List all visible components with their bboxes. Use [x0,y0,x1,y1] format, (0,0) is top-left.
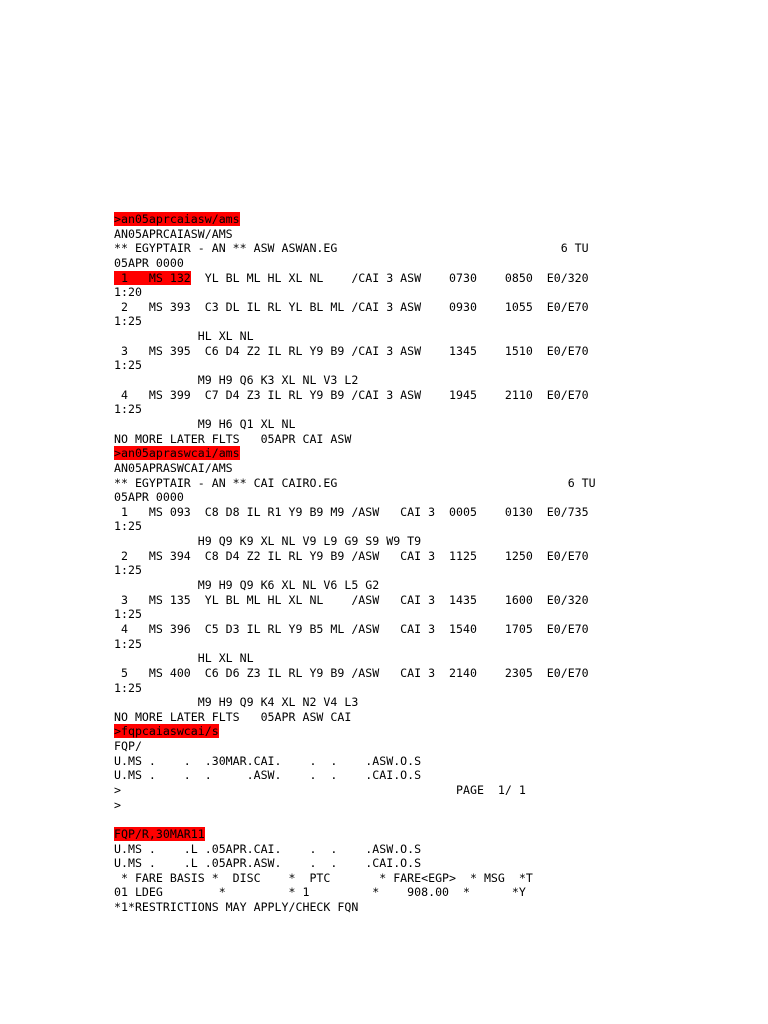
line-text: NO MORE LATER FLTS 05APR ASW CAI [114,709,352,724]
line-text: AN05APRCAIASW/AMS [114,226,233,241]
line-text: 1:20 [114,285,142,300]
line-text: YL BL ML HL XL NL /CAI 3 ASW 0730 0850 E0/320 [190,270,589,285]
line-text: M9 H9 Q9 K6 XL NL V6 L5 G2 [114,578,380,593]
highlighted-command: FQP/R,30MAR11 [114,826,205,841]
terminal-line [114,607,754,622]
terminal-line [114,900,754,915]
line-text: FQP/ [114,739,142,754]
terminal-line [114,798,754,813]
line-text: M9 H9 Q6 K3 XL NL V3 L2 [114,373,359,388]
terminal-line [114,329,754,344]
terminal-line [114,314,754,329]
terminal-line [114,856,754,871]
terminal-line [114,563,754,578]
terminal-line [114,300,754,315]
line-text: U.MS . . .30MAR.CAI. . . .ASW.O.S [114,753,422,768]
terminal-line [114,549,754,564]
terminal-line [114,783,754,798]
terminal-line [114,417,754,432]
line-text: *1*RESTRICTIONS MAY APPLY/CHECK FQN [114,900,359,915]
line-text: ** EGYPTAIR - AN ** CAI CAIRO.EG 6 TU [114,475,596,490]
terminal-line [114,827,754,842]
terminal-line [114,724,754,739]
highlighted-command: >fqpcaiaswcai/s [114,724,219,739]
terminal-line [114,344,754,359]
terminal-line [114,651,754,666]
line-text: 1 MS 093 C8 D8 IL R1 Y9 B9 M9 /ASW CAI 3 0005 0130 E0/735 [114,504,589,519]
line-text: NO MORE LATER FLTS 05APR CAI ASW [114,431,352,446]
terminal-line [114,358,754,373]
terminal-line [114,593,754,608]
terminal-line [114,212,754,227]
line-text: 5 MS 400 C6 D6 Z3 IL RL Y9 B9 /ASW CAI 3 2140 2305 E0/E70 [114,665,589,680]
line-text: AN05APRASWCAI/AMS [114,460,233,475]
terminal-line [114,490,754,505]
terminal-line [114,388,754,403]
line-text: 1:25 [114,607,142,622]
line-text: U.MS . . . .ASW. . . .CAI.O.S [114,768,422,783]
terminal-line [114,505,754,520]
terminal-line [114,256,754,271]
line-text: H9 Q9 K9 XL NL V9 L9 G9 S9 W9 T9 [114,534,422,549]
terminal-line [114,871,754,886]
line-text: M9 H9 Q9 K4 XL N2 V4 L3 [114,695,359,710]
terminal-line [114,519,754,534]
highlighted-command: 1 MS 132 [114,270,191,285]
terminal-line [114,285,754,300]
line-text: 1:25 [114,563,142,578]
terminal-output [114,212,754,915]
terminal-line [114,476,754,491]
line-text: 2 MS 394 C8 D4 Z2 IL RL Y9 B9 /ASW CAI 3 1125 1250 E0/E70 [114,548,589,563]
line-text: > [114,797,121,812]
line-text: 2 MS 393 C3 DL IL RL YL BL ML /CAI 3 ASW 0930 1055 E0/E70 [114,299,589,314]
terminal-line [114,739,754,754]
line-text: 1:25 [114,402,142,417]
terminal-line [114,637,754,652]
line-text: 1:25 [114,636,142,651]
terminal-line [114,885,754,900]
terminal-line [114,710,754,725]
terminal-line [114,241,754,256]
line-text: 1:25 [114,358,142,373]
line-text: 3 MS 395 C6 D4 Z2 IL RL Y9 B9 /CAI 3 ASW 1345 1510 E0/E70 [114,343,589,358]
line-text: 4 MS 396 C5 D3 IL RL Y9 B5 ML /ASW CAI 3 1540 1705 E0/E70 [114,621,589,636]
line-text: 05APR 0000 [114,490,184,505]
line-text: HL XL NL [114,329,254,344]
line-text: 01 LDEG * * 1 * 908.00 * *Y [114,885,526,900]
terminal-line [114,373,754,388]
line-text: ** EGYPTAIR - AN ** ASW ASWAN.EG 6 TU [114,241,589,256]
terminal-line [114,534,754,549]
line-text: U.MS . .L .05APR.CAI. . . .ASW.O.S [114,841,422,856]
highlighted-command: >an05apraswcai/ams [114,446,240,461]
terminal-line [114,681,754,696]
terminal-line [114,695,754,710]
terminal-line [114,622,754,637]
terminal-line [114,402,754,417]
line-text: 05APR 0000 [114,255,184,270]
line-text: 1:25 [114,314,142,329]
terminal-line [114,578,754,593]
highlighted-command: >an05aprcaiasw/ams [114,212,240,226]
terminal-line [114,754,754,769]
line-text: 3 MS 135 YL BL ML HL XL NL /ASW CAI 3 1435 1600 E0/320 [114,592,589,607]
line-text: 4 MS 399 C7 D4 Z3 IL RL Y9 B9 /CAI 3 ASW 1945 2110 E0/E70 [114,387,589,402]
terminal-line [114,432,754,447]
line-text: M9 H6 Q1 XL NL [114,416,296,431]
line-text: 1:25 [114,680,142,695]
terminal-line [114,842,754,857]
line-text: HL XL NL [114,651,254,666]
terminal-line [114,271,754,286]
terminal-line [114,461,754,476]
line-text: > PAGE 1/ 1 [114,782,526,797]
terminal-line [114,227,754,242]
terminal-line [114,666,754,681]
terminal-line [114,768,754,783]
line-text: 1:25 [114,519,142,534]
terminal-line [114,812,754,827]
line-text: U.MS . .L .05APR.ASW. . . .CAI.O.S [114,856,422,871]
terminal-line [114,446,754,461]
line-text: * FARE BASIS * DISC * PTC * FARE<EGP> * MSG *T [114,870,533,885]
